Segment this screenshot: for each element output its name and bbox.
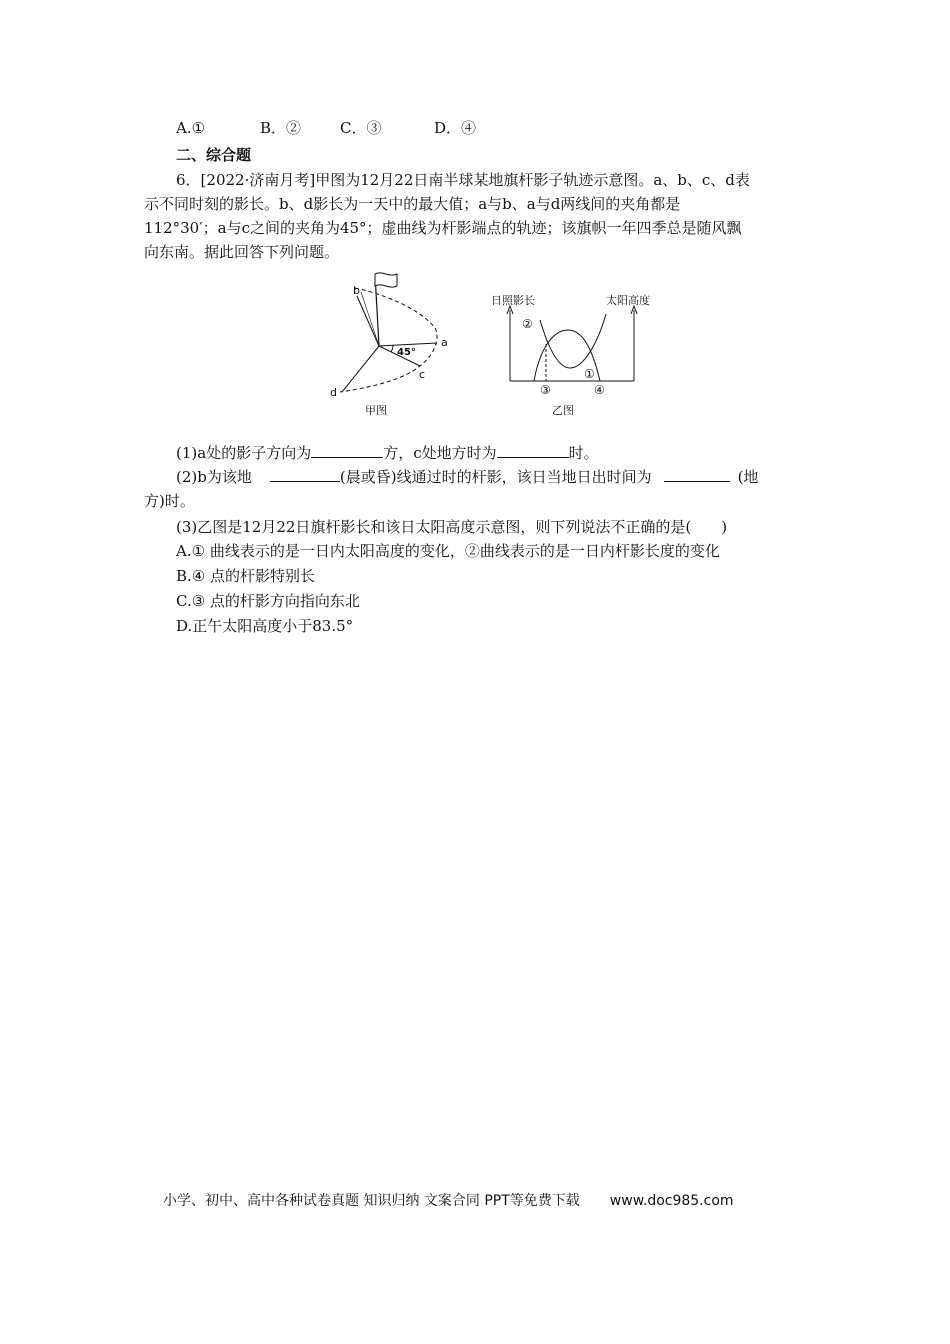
- footer-text: 小学、初中、高中各种试卷真题 知识归纳 文案合同 PPT等免费下载: [163, 1193, 580, 1209]
- option-b: B．②: [260, 119, 302, 137]
- q1-text-a: (1)a处的影子方向为: [176, 444, 312, 462]
- left-axis-label: 日照影长: [491, 294, 535, 307]
- q2-blank-1[interactable]: [270, 467, 340, 482]
- q3-option-c: C.③ 点的杆影方向指向东北: [176, 592, 360, 610]
- footer: [163, 1190, 734, 1210]
- sub-question-3-stem: (3)乙图是12月22日旗杆影长和该日太阳高度示意图，则下列说法不正确的是( ): [176, 518, 728, 536]
- q1-blank-1[interactable]: [311, 443, 383, 458]
- label-d: d: [330, 386, 337, 399]
- label-b: b: [353, 284, 360, 297]
- marker-3: ③: [540, 383, 551, 397]
- shadow-a: [379, 343, 437, 346]
- flag: [375, 273, 397, 287]
- sub-question-2: [176, 467, 758, 487]
- question-line-1: 6．[2022·济南月考]甲图为12月22日南半球某地旗杆影子轨迹示意图。a、b、c、d表: [176, 171, 750, 189]
- marker-4: ④: [594, 383, 605, 397]
- footer-url[interactable]: www.doc985.com: [609, 1193, 734, 1209]
- shadow-d: [342, 346, 379, 392]
- label-c: c: [419, 368, 426, 381]
- q1-text-b: 方，c处地方时为: [383, 444, 497, 462]
- figure-yi: [488, 292, 668, 422]
- caption-jia: 甲图: [365, 404, 387, 417]
- option-a: A.①: [176, 119, 206, 137]
- q3-option-b: B.④ 点的杆影特别长: [176, 567, 316, 585]
- q1-text-c: 时。: [568, 444, 599, 462]
- marker-2: ②: [522, 317, 533, 331]
- option-c: C．③: [340, 119, 382, 137]
- q2-text-b: (晨或昏)线通过时的杆影，该日当地日出时间为: [339, 468, 652, 486]
- marker-1: ①: [584, 367, 595, 381]
- q3-option-d: D.正午太阳高度小于83.5°: [176, 617, 354, 635]
- q3-option-a: A.① 曲线表示的是一日内太阳高度的变化，②曲线表示的是一日内杆影长度的变化: [176, 542, 720, 560]
- q1-blank-2[interactable]: [497, 443, 569, 458]
- section-title: 二、综合题: [176, 146, 252, 164]
- sub-question-1: [176, 443, 599, 463]
- q2-text-c: (地: [737, 468, 759, 486]
- question-line-4: 向东南。据此回答下列问题。: [144, 243, 340, 261]
- figure-jia: [325, 268, 465, 423]
- right-axis-label: 太阳高度: [606, 294, 650, 307]
- q2-blank-2[interactable]: [664, 467, 730, 482]
- previous-options-row: [176, 118, 516, 138]
- label-a: a: [441, 336, 448, 349]
- sub-question-2-cont: 方)时。: [144, 492, 195, 510]
- q2-text-a: (2)b为该地: [176, 468, 252, 486]
- question-line-3: 112°30′；a与c之间的夹角为45°；虚曲线为杆影端点的轨迹；该旗帜一年四季总是随风飘: [144, 219, 742, 237]
- label-angle: 45°: [397, 347, 416, 358]
- question-line-2: 示不同时刻的影长。b、d影长为一天中的最大值；a与b、a与d两线间的夹角都是: [144, 195, 681, 213]
- shadow-b: [357, 296, 379, 346]
- angle-arc: [391, 345, 393, 352]
- option-d: D．④: [434, 119, 477, 137]
- caption-yi: 乙图: [552, 404, 574, 417]
